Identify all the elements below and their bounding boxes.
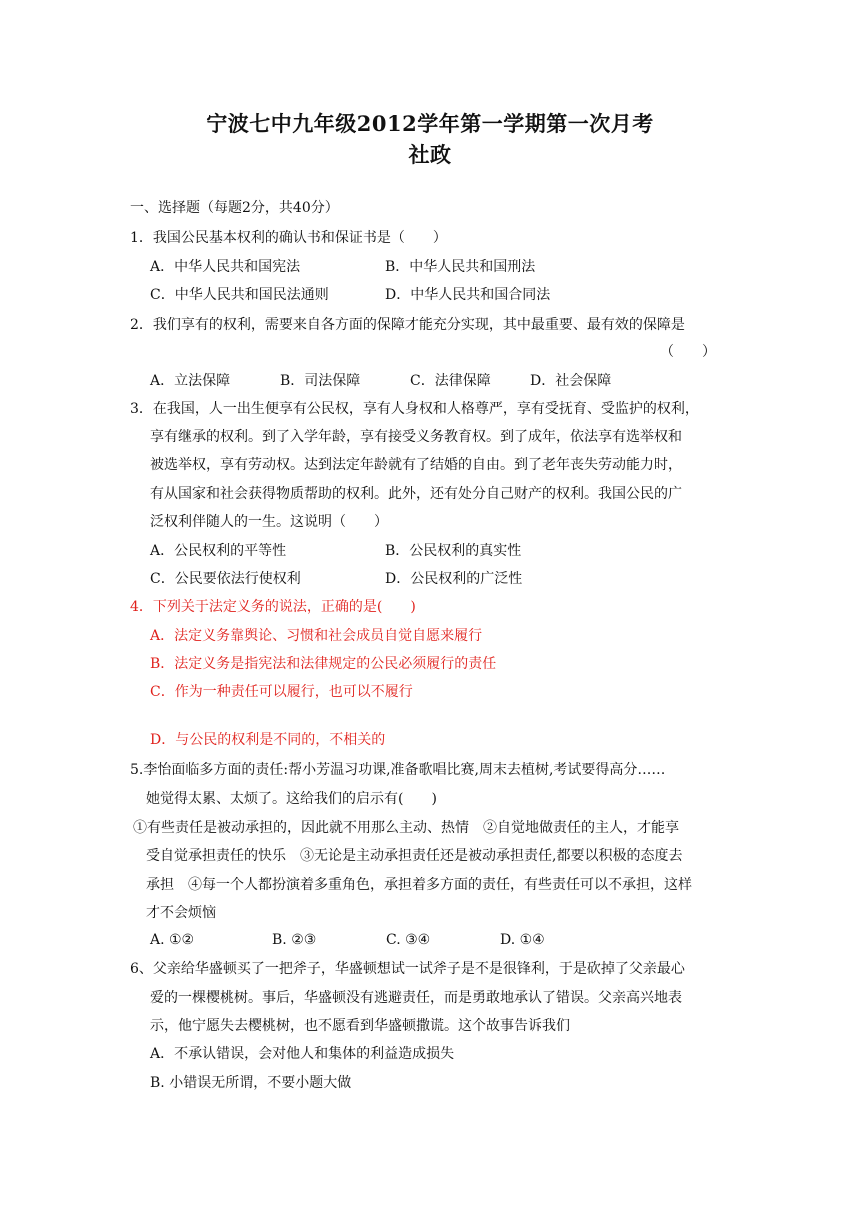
q1-option-d: D．中华人民共和国合同法 bbox=[385, 287, 551, 303]
q1-option-a: A．中华人民共和国宪法 bbox=[150, 259, 301, 275]
q5-line: 承担 ④每一个人都扮演着多重角色，承担着多方面的责任，有些责任可以不承担，这样 bbox=[146, 877, 692, 893]
q4-option-c: C．作为一种责任可以履行，也可以不履行 bbox=[150, 684, 413, 700]
q3-option-b: B．公民权利的真实性 bbox=[385, 543, 522, 559]
q5-line: 才不会烦恼 bbox=[146, 905, 216, 921]
q6-line: 爱的一棵樱桃树。事后，华盛顿没有逃避责任，而是勇敢地承认了错误。父亲高兴地表 bbox=[150, 990, 682, 1006]
q5-option-c: C. ③④ bbox=[386, 932, 431, 948]
q3-line: 3．在我国，人一出生便享有公民权，享有人身权和人格尊严，享有受抚育、受监护的权利， bbox=[130, 401, 699, 417]
q3-line: 泛权利伴随人的一生。这说明（ ） bbox=[150, 514, 388, 530]
q3-option-d: D．公民权利的广泛性 bbox=[385, 571, 523, 587]
q5-option-a: A. ①② bbox=[150, 932, 195, 948]
exam-title: 宁波七中九年级2012学年第一学期第一次月考 bbox=[206, 111, 654, 136]
q3-line: 被选举权，享有劳动权。达到法定年龄就有了结婚的自由。到了老年丧失劳动能力时， bbox=[150, 457, 682, 473]
q2-stem: 2．我们享有的权利，需要来自各方面的保障才能充分实现，其中最重要、最有效的保障是 bbox=[130, 317, 685, 333]
q6-line: 示，他宁愿失去樱桃树，也不愿看到华盛顿撒谎。这个故事告诉我们 bbox=[150, 1018, 570, 1034]
q3-option-a: A．公民权利的平等性 bbox=[150, 543, 287, 559]
q1-stem: 1．我国公民基本权利的确认书和保证书是（ ） bbox=[130, 230, 447, 246]
q3-line: 有从国家和社会获得物质帮助的权利。此外，还有处分自己财产的权利。我国公民的广 bbox=[150, 486, 682, 502]
q4-option-a: A．法定义务靠舆论、习惯和社会成员自觉自愿来履行 bbox=[150, 628, 483, 644]
q5-line: 5.李怡面临多方面的责任:帮小芳温习功课,准备歌唱比赛,周末去植树,考试要得高分…… bbox=[130, 762, 666, 778]
q5-option-b: B. ②③ bbox=[272, 932, 317, 948]
q6-line: 6、父亲给华盛顿买了一把斧子，华盛顿想试一试斧子是不是很锋利，于是砍掉了父亲最心 bbox=[130, 961, 685, 977]
q4-option-b: B．法定义务是指宪法和法律规定的公民必须履行的责任 bbox=[150, 656, 497, 672]
q1-option-c: C．中华人民共和国民法通则 bbox=[150, 287, 329, 303]
q4-option-d: D．与公民的权利是不同的，不相关的 bbox=[150, 732, 386, 748]
q2-option-a: A．立法保障 bbox=[150, 373, 231, 389]
q6-option-b: B. 小错误无所谓，不要小题大做 bbox=[150, 1075, 352, 1091]
q3-line: 享有继承的权利。到了入学年龄，享有接受义务教育权。到了成年，依法享有选举权和 bbox=[150, 429, 682, 445]
q2-answer-paren: （ ） bbox=[660, 344, 716, 360]
q5-option-d: D. ①④ bbox=[500, 932, 545, 948]
q4-stem: 4．下列关于法定义务的说法，正确的是( ) bbox=[130, 599, 416, 615]
q2-option-d: D．社会保障 bbox=[530, 373, 612, 389]
exam-subject: 社政 bbox=[408, 142, 452, 167]
q5-line: 她觉得太累、太烦了。这给我们的启示有( ) bbox=[146, 791, 437, 807]
q6-option-a: A．不承认错误，会对他人和集体的利益造成损失 bbox=[150, 1046, 455, 1062]
q3-option-c: C．公民要依法行使权利 bbox=[150, 571, 301, 587]
q5-line: ①有些责任是被动承担的，因此就不用那么主动、热情 ②自觉地做责任的主人，才能享 bbox=[133, 820, 679, 836]
q1-option-b: B．中华人民共和国刑法 bbox=[385, 259, 536, 275]
q5-line: 受自觉承担责任的快乐 ③无论是主动承担责任还是被动承担责任,都要以积极的态度去 bbox=[146, 848, 683, 864]
q2-option-b: B．司法保障 bbox=[280, 373, 361, 389]
section-heading: 一、选择题（每题2分，共40分） bbox=[130, 200, 339, 216]
q2-option-c: C．法律保障 bbox=[410, 373, 491, 389]
